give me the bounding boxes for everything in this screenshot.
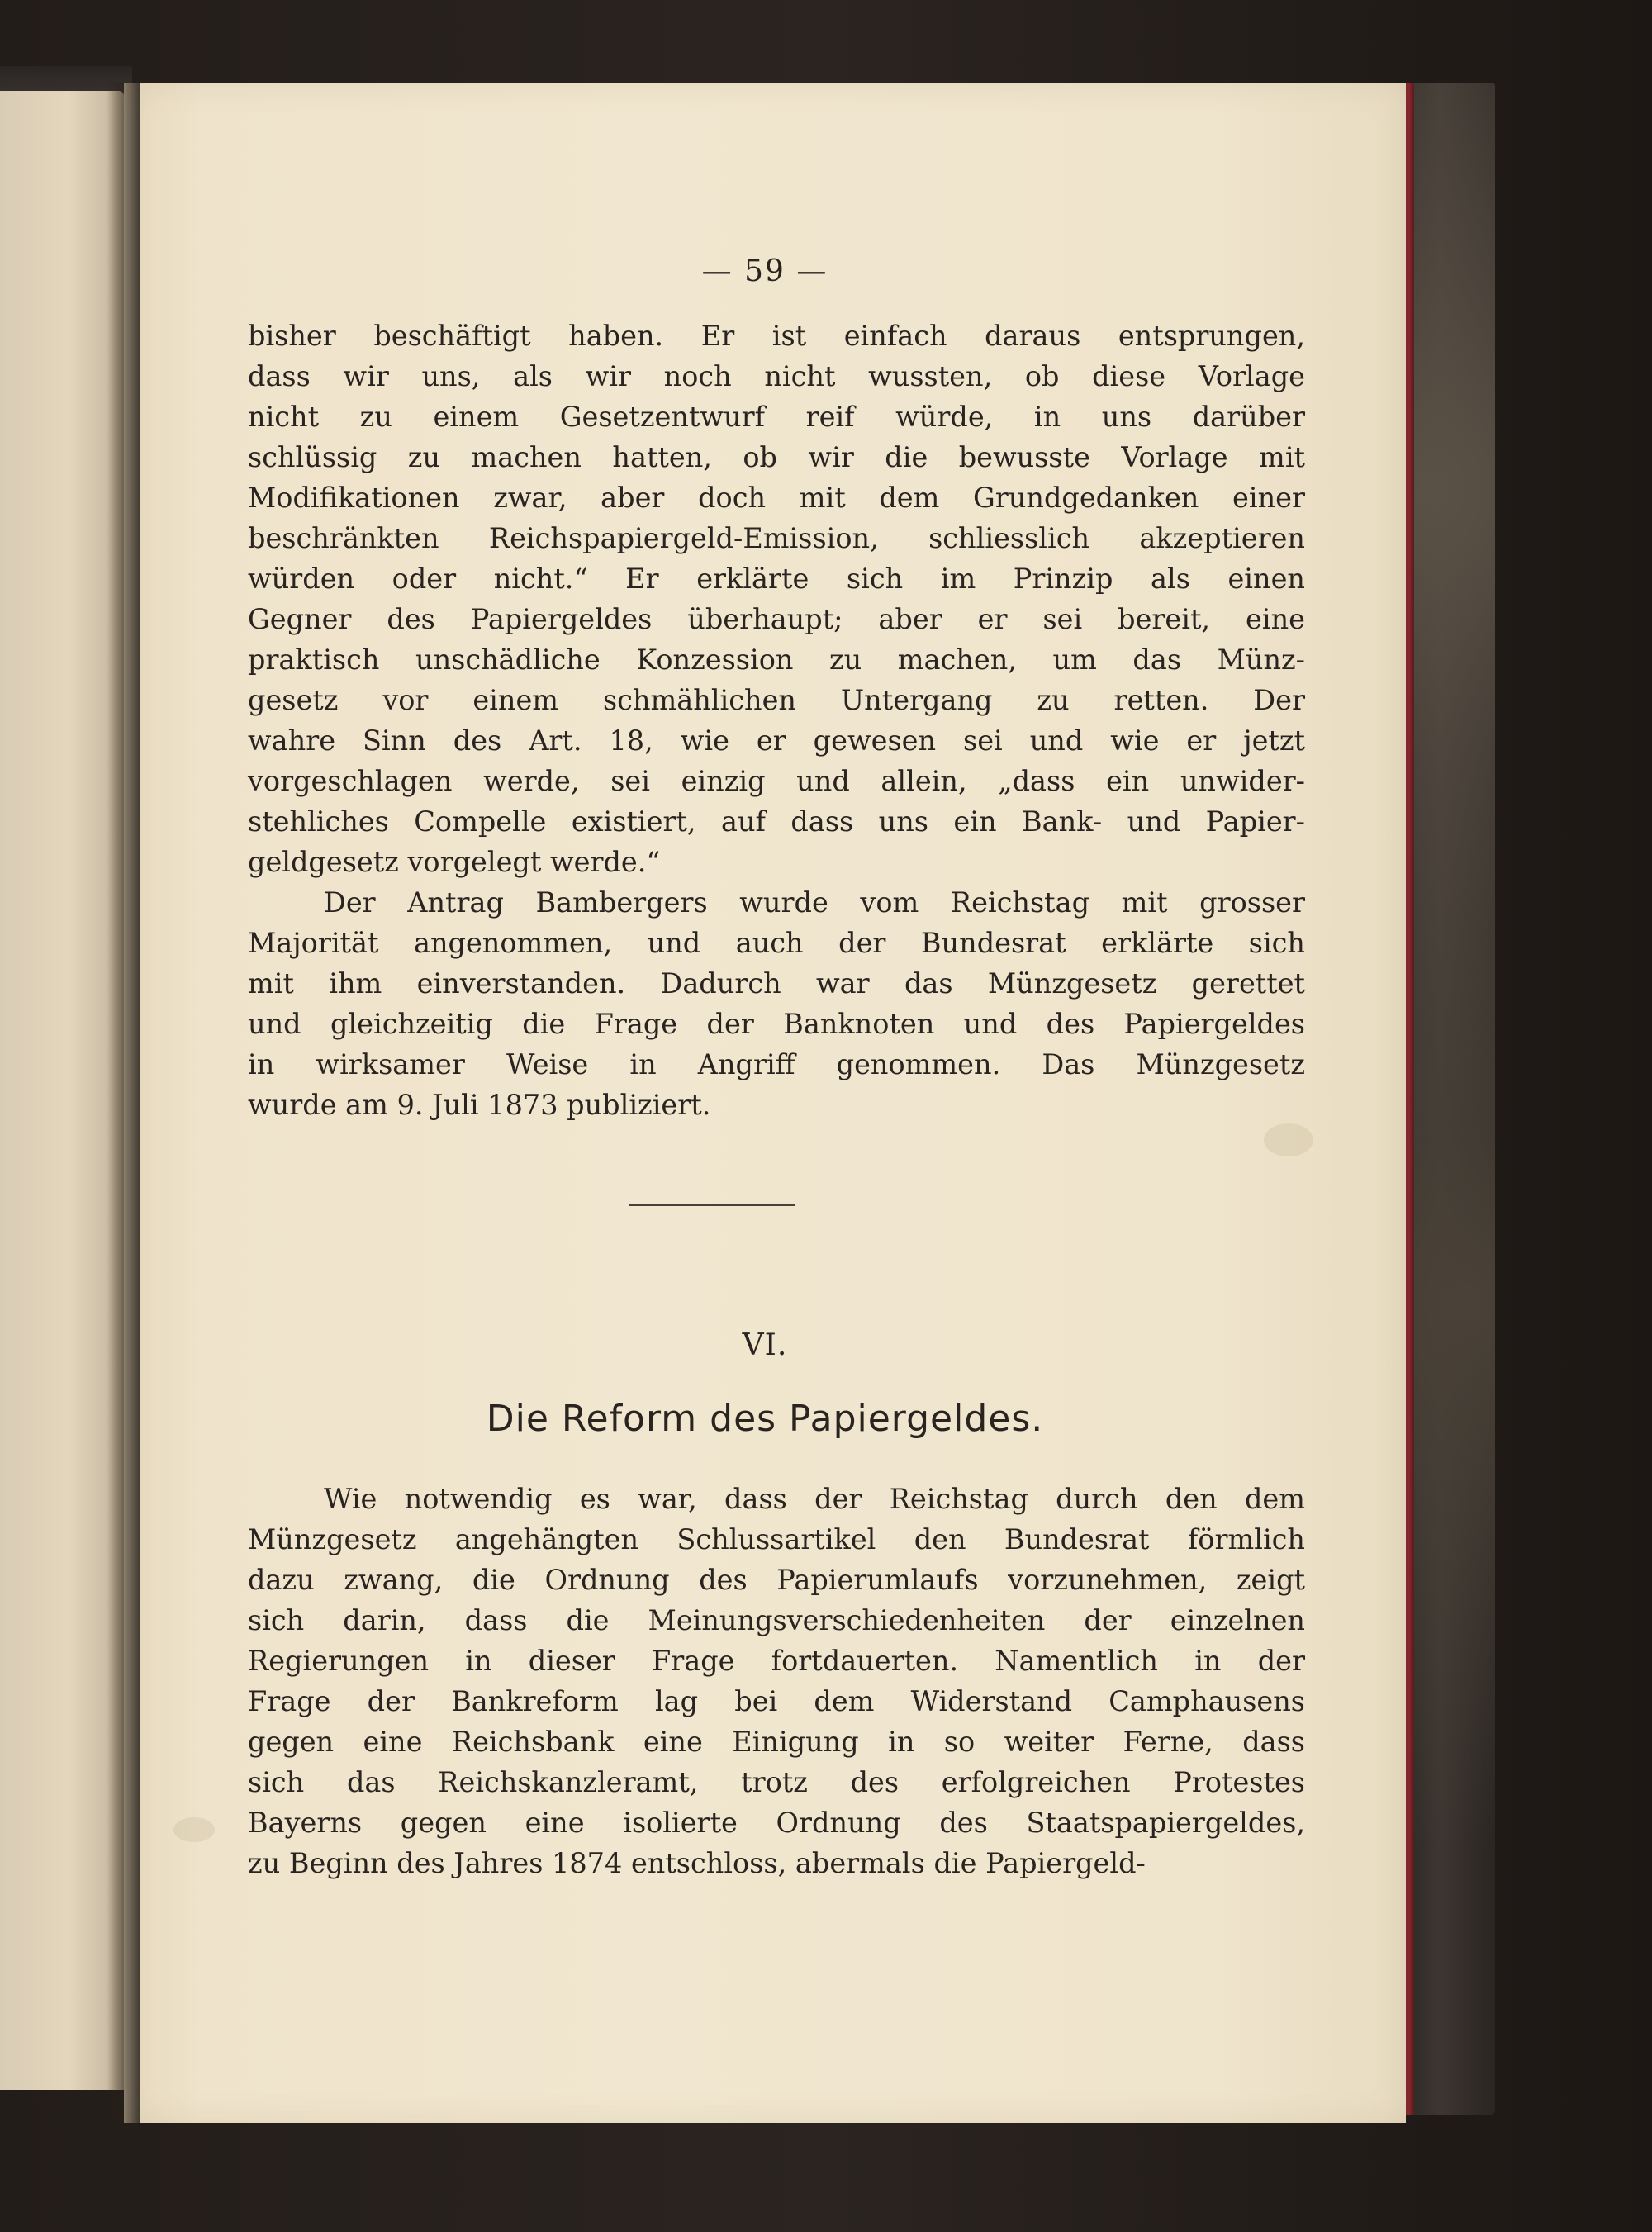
book-cover-right [1404,83,1495,2115]
paragraph-3 [248,1479,1305,1883]
text-line: wahre Sinn des Art. 18, wie er gewesen sei und wie er jetzt [248,724,1305,757]
text-line: sich darin, dass die Meinungsverschiedenheiten der einzelnen [248,1604,1305,1636]
text-line: Bayerns gegen eine isolierte Ordnung des Staatspapiergeldes, [248,1807,1305,1839]
text-line: Münzgesetz angehängten Schlussartikel den Bundesrat förmlich [248,1523,1305,1555]
book-page [124,83,1406,2123]
text-line: nicht zu einem Gesetzentwurf reif würde, in uns darüber [248,401,1305,433]
text-line: dass wir uns, als wir noch nicht wussten, ob diese Vorlage [248,360,1305,392]
text-line: zu Beginn des Jahres 1874 entschloss, abermals die Papiergeld- [248,1847,1146,1879]
paragraph-2 [248,882,1305,1125]
previous-page-edge [0,91,124,2090]
paper-stain [173,1817,215,1842]
text-line: schlüssig zu machen hatten, ob wir die bewusste Vorlage mit [248,441,1305,473]
text-line: mit ihm einverstanden. Dadurch war das Münzgesetz gerettet [248,967,1305,1000]
text-line: in wirksamer Weise in Angriff genommen. Das Münzgesetz [248,1048,1305,1080]
text-line: gegen eine Reichsbank eine Einigung in so weiter Ferne, dass [248,1726,1305,1758]
text-line: Der Antrag Bambergers wurde vom Reichstag mit grosser [324,886,1305,919]
text-line: geldgesetz vorgelegt werde.“ [248,846,661,878]
text-line: beschränkten Reichspapiergeld-Emission, schliesslich akzeptieren [248,522,1305,554]
text-line: würden oder nicht.“ Er erklärte sich im Prinzip als einen [248,563,1305,595]
text-line: dazu zwang, die Ordnung des Papierumlaufs vorzunehmen, zeigt [248,1564,1305,1596]
paper-stain [1264,1123,1313,1156]
text-line: bisher beschäftigt haben. Er ist einfach daraus entsprungen, [248,320,1305,352]
text-line: und gleichzeitig die Frage der Banknoten und des Papiergeldes [248,1008,1305,1040]
page-number: — 59 — [701,254,828,288]
page-gutter-shadow [107,83,140,2123]
text-line: sich das Reichskanzleramt, trotz des erfolgreichen Protestes [248,1766,1305,1798]
text-line: wurde am 9. Juli 1873 publiziert. [248,1089,711,1121]
paragraph-1 [248,316,1305,882]
text-line: Gegner des Papiergeldes überhaupt; aber er sei bereit, eine [248,603,1305,635]
text-line: vorgeschlagen werde, sei einzig und allein, „dass ein unwider- [248,765,1305,797]
section-title: Die Reform des Papiergeldes. [486,1398,1044,1440]
section-divider [629,1204,795,1206]
text-line: Frage der Bankreform lag bei dem Widerstand Camphausens [248,1685,1305,1717]
text-line: praktisch unschädliche Konzession zu machen, um das Münz- [248,643,1305,676]
text-line: Modifikationen zwar, aber doch mit dem Grundgedanken einer [248,482,1305,514]
text-line: Wie notwendig es war, dass der Reichstag durch den dem [324,1483,1305,1515]
text-line: stehliches Compelle existiert, auf dass uns ein Bank- und Papier- [248,805,1305,838]
text-line: Majorität angenommen, und auch der Bundesrat erklärte sich [248,927,1305,959]
text-line: gesetz vor einem schmählichen Untergang zu retten. Der [248,684,1305,716]
text-line: Regierungen in dieser Frage fortdauerten. Namentlich in der [248,1645,1305,1677]
section-number: VI. [742,1328,788,1362]
